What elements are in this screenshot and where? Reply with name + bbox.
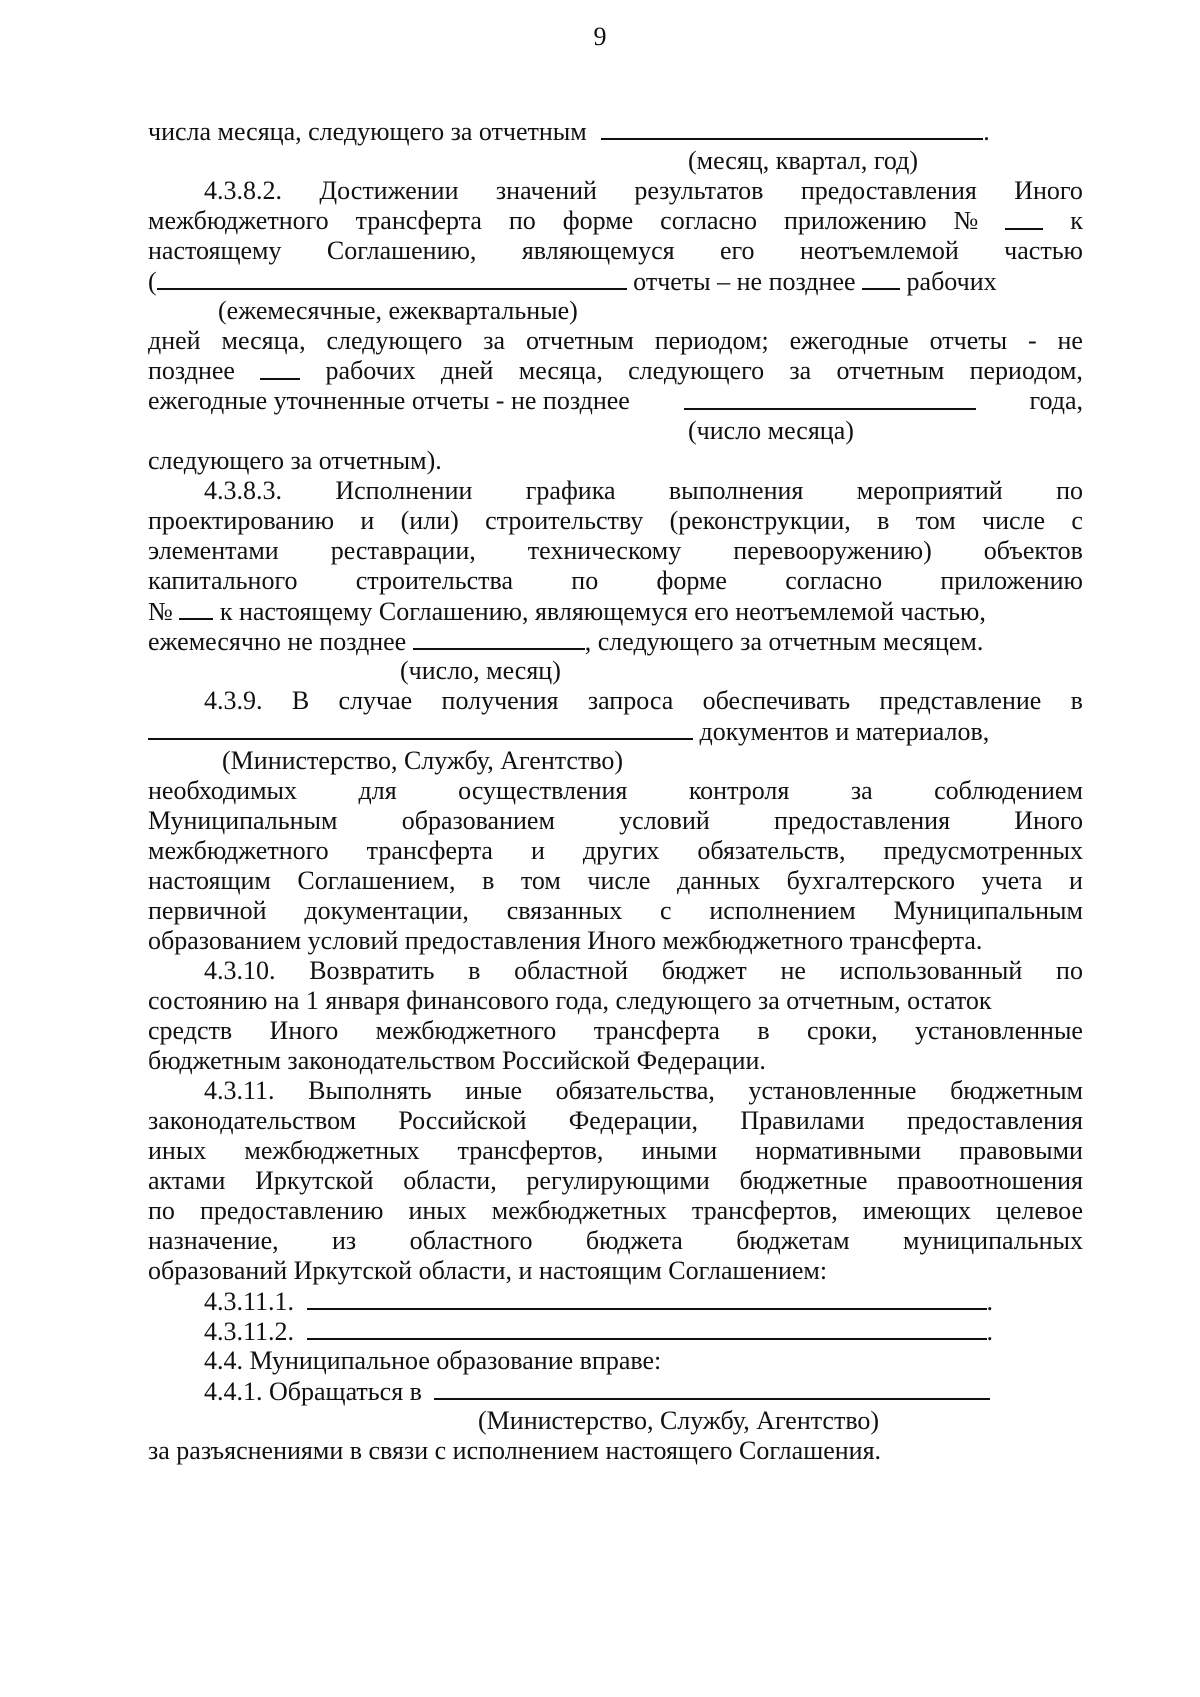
text-line: бюджетным законодательством Российской Федерации.: [148, 1046, 766, 1075]
word: мероприятий: [856, 476, 1003, 505]
word: (реконструкции,: [669, 506, 851, 535]
word: строительству: [485, 506, 644, 535]
word: периодом,: [969, 356, 1083, 385]
word: по: [508, 206, 536, 235]
word: Российской: [398, 1106, 527, 1135]
word: предоставления: [774, 806, 951, 835]
text-line: [148, 326, 1083, 356]
caption: (ежемесячные, ежеквартальные): [218, 296, 578, 325]
word: ежегодные: [789, 326, 909, 355]
caption: (число, месяц): [400, 656, 561, 685]
word: обязательств,: [697, 836, 846, 865]
word: графика: [525, 476, 616, 505]
word: №: [148, 597, 173, 626]
word: трансферта: [355, 206, 482, 235]
word: необходимых: [148, 776, 298, 805]
word: по: [148, 1196, 175, 1225]
word: средств: [148, 1016, 233, 1045]
word: В: [291, 686, 310, 715]
word: неотъемлемой: [799, 236, 959, 265]
word: Соглашением,: [297, 866, 456, 895]
word: строительства: [355, 566, 514, 595]
word: настоящим: [148, 866, 271, 895]
word: Иного: [1014, 176, 1083, 205]
word: Достижении: [319, 176, 459, 205]
word: предоставления: [906, 1106, 1083, 1135]
word: контроля: [688, 776, 790, 805]
word: областного: [409, 1226, 533, 1255]
text-line: [148, 836, 1083, 866]
word: области,: [403, 1166, 497, 1195]
word: за: [850, 776, 873, 805]
word: и: [530, 836, 545, 865]
word: и: [360, 506, 375, 535]
word: 4.3.9.: [204, 686, 263, 715]
word: объектов: [983, 536, 1083, 565]
word: ежегодные уточненные отчеты - не позднее: [148, 386, 630, 415]
word: частью: [1004, 236, 1083, 265]
word: представление: [879, 686, 1042, 715]
word: к настоящему Соглашению, являющемуся его неотъемлемой частью,: [219, 597, 986, 626]
word: (: [148, 267, 157, 296]
word: Возвратить: [309, 956, 435, 985]
word: бюджета: [585, 1226, 683, 1255]
word: учета: [981, 866, 1043, 895]
word: месяца,: [221, 326, 306, 355]
fill-blank: [1005, 206, 1043, 230]
word: в: [468, 956, 481, 985]
word: рабочих: [906, 267, 997, 296]
fill-blank: [434, 1376, 990, 1400]
word: .: [986, 1317, 994, 1346]
word: иными: [641, 1136, 718, 1165]
page-number: 9: [593, 22, 607, 51]
word: Муниципальным: [148, 806, 338, 835]
word: Выполнять: [308, 1076, 432, 1105]
word: за: [483, 326, 506, 355]
text-line: [148, 716, 1083, 747]
word: том: [520, 866, 561, 895]
word: значений: [495, 176, 597, 205]
text-line: [148, 776, 1083, 806]
word: межбюджетных: [244, 1136, 420, 1165]
text-line: [148, 896, 1083, 926]
text-line: [204, 686, 1083, 716]
fill-blank: [307, 1316, 987, 1340]
word: межбюджетных: [491, 1196, 667, 1225]
text-line: [148, 1136, 1083, 1166]
word: по: [1056, 476, 1083, 505]
word: том: [915, 506, 956, 535]
text-line: [148, 566, 1083, 596]
word: бюджетным: [950, 1076, 1083, 1105]
word: случае: [338, 686, 413, 715]
word: документации,: [304, 896, 469, 925]
fill-blank: [260, 356, 300, 380]
word: приложению: [783, 206, 927, 235]
word: в: [877, 506, 890, 535]
word: (или): [400, 506, 459, 535]
text-line: [148, 1016, 1083, 1046]
word: нормативными: [755, 1136, 922, 1165]
word: числе: [587, 866, 651, 895]
text-line: [148, 356, 1083, 386]
word: года,: [1029, 386, 1083, 415]
word: исполнением: [709, 896, 856, 925]
word: с: [660, 896, 672, 925]
word: Соглашению,: [326, 236, 477, 265]
text-line: [148, 1166, 1083, 1196]
word: к: [1070, 206, 1083, 235]
word: отчетным: [836, 356, 945, 385]
text-line: [148, 386, 1083, 416]
word: дней: [148, 326, 201, 355]
text-line: [204, 1076, 1083, 1106]
word: предоставлению: [199, 1196, 384, 1225]
word: Исполнении: [335, 476, 473, 505]
word: отчеты: [929, 326, 1008, 355]
word: результатов: [634, 176, 764, 205]
word: бюджетные: [739, 1166, 868, 1195]
word: приложению: [940, 566, 1083, 595]
word: по: [571, 566, 599, 595]
text-line: [204, 1316, 1083, 1347]
word: образованием: [401, 806, 555, 835]
word: получения: [441, 686, 559, 715]
text: .: [983, 117, 990, 146]
word: отчеты – не позднее: [633, 267, 856, 296]
text-line: 4.4. Муниципальное образование вправе:: [204, 1346, 662, 1375]
word: иных: [408, 1196, 467, 1225]
word: 4.3.11.: [204, 1076, 275, 1105]
word: обязательства,: [555, 1076, 715, 1105]
fill-blank: [157, 266, 627, 290]
word: его: [720, 236, 755, 265]
word: первичной: [148, 896, 267, 925]
text-line: [204, 476, 1083, 506]
word: Иного: [1014, 806, 1083, 835]
word: иные: [465, 1076, 523, 1105]
word: месяца,: [518, 356, 603, 385]
fill-blank: [148, 716, 693, 740]
text-line: [204, 1376, 1083, 1407]
word: предоставления: [800, 176, 977, 205]
word: техническому: [527, 536, 682, 565]
text-line: [148, 806, 1083, 836]
text-line: [204, 956, 1083, 986]
word: Иного: [269, 1016, 339, 1045]
word: .: [986, 1287, 994, 1316]
word: трансферта: [593, 1016, 720, 1045]
word: и: [1069, 866, 1083, 895]
text-line: [148, 206, 1083, 236]
text-line: [148, 536, 1083, 566]
text-line: [148, 236, 1083, 266]
fill-blank: [684, 386, 976, 410]
word: капитального: [148, 566, 298, 595]
word: 4.3.11.2.: [204, 1317, 295, 1346]
word: установленные: [748, 1076, 917, 1105]
text-line: [148, 116, 1083, 147]
word: форме: [656, 566, 727, 595]
word: законодательством: [148, 1106, 357, 1135]
text-line: следующего за отчетным).: [148, 446, 442, 475]
word: назначение,: [148, 1226, 279, 1255]
word: условий: [619, 806, 710, 835]
word: элементами: [148, 536, 279, 565]
word: муниципальных: [902, 1226, 1083, 1255]
text-line: [148, 626, 1083, 657]
caption: (Министерство, Службу, Агентство): [478, 1406, 880, 1435]
word: межбюджетного: [148, 836, 329, 865]
word: числе: [982, 506, 1046, 535]
word: бюджет: [661, 956, 747, 985]
text-line: [148, 1196, 1083, 1226]
word: областной: [514, 956, 628, 985]
word: -: [1027, 326, 1037, 355]
text-line: образований Иркутской области, и настоящим Соглашением:: [148, 1256, 828, 1285]
word: трансферта: [366, 836, 493, 865]
word: реставрации,: [330, 536, 476, 565]
text-line: [148, 1106, 1083, 1136]
text-line: [148, 866, 1083, 896]
word: межбюджетного: [148, 206, 329, 235]
caption: (число месяца): [688, 416, 854, 445]
word: в: [482, 866, 495, 895]
word: за: [789, 356, 812, 385]
word: не: [1057, 326, 1083, 355]
fill-blank: [179, 596, 213, 620]
word: бухгалтерского: [786, 866, 956, 895]
word: использованный: [839, 956, 1023, 985]
word: выполнения: [668, 476, 804, 505]
word: с: [1071, 506, 1083, 535]
word: №: [953, 206, 979, 235]
word: актами: [148, 1166, 226, 1195]
text-line: состоянию на 1 января финансового года, следующего за отчетным, остаток: [148, 986, 992, 1015]
text-line: [148, 1226, 1083, 1256]
word: других: [582, 836, 660, 865]
word: Иркутской: [255, 1166, 374, 1195]
word: по: [1056, 956, 1083, 985]
word: периодом;: [654, 326, 769, 355]
word: в: [757, 1016, 770, 1045]
word: являющемуся: [521, 236, 675, 265]
word: следующего: [326, 326, 463, 355]
text: числа месяца, следующего за отчетным: [148, 117, 587, 146]
word: обеспечивать: [702, 686, 851, 715]
fill-blank: [413, 626, 585, 650]
text-line: за разъяснениями в связи с исполнением настоящего Соглашения.: [148, 1436, 882, 1465]
text-line: [204, 176, 1083, 206]
text-line: [148, 266, 1083, 297]
word: трансфертов,: [457, 1136, 604, 1165]
word: Муниципальным: [893, 896, 1083, 925]
word: рабочих: [325, 356, 416, 385]
word: 4.4.1. Обращаться в: [204, 1377, 422, 1406]
word: в: [1070, 686, 1083, 715]
word: настоящему: [148, 236, 282, 265]
word: 4.3.8.3.: [204, 476, 282, 505]
word: позднее: [148, 356, 235, 385]
word: следующего: [628, 356, 765, 385]
text-line: [204, 1286, 1083, 1317]
word: данных: [677, 866, 761, 895]
word: не: [780, 956, 806, 985]
caption: (Министерство, Службу, Агентство): [222, 746, 624, 775]
text-line: [148, 596, 1083, 627]
text-line: образованием условий предоставления Иного межбюджетного трансферта.: [148, 926, 983, 955]
word: документов и материалов,: [699, 717, 990, 746]
word: из: [332, 1226, 357, 1255]
word: имеющих: [862, 1196, 972, 1225]
word: 4.3.11.1.: [204, 1287, 295, 1316]
word: , следующего за отчетным месяцем.: [584, 627, 984, 656]
word: целевое: [996, 1196, 1083, 1225]
fill-blank: [862, 266, 900, 290]
word: форме: [562, 206, 634, 235]
word: Федерации,: [568, 1106, 699, 1135]
word: сроки,: [807, 1016, 878, 1045]
word: трансфертов,: [691, 1196, 838, 1225]
word: дней: [440, 356, 494, 385]
word: 4.3.10.: [204, 956, 276, 985]
fill-blank: [307, 1286, 987, 1310]
word: Правилами: [740, 1106, 865, 1135]
word: регулирующими: [526, 1166, 710, 1195]
caption: (месяц, квартал, год): [688, 146, 919, 175]
word: правоотношения: [897, 1166, 1083, 1195]
word: согласно: [785, 566, 883, 595]
word: связанных: [506, 896, 623, 925]
word: проектированию: [148, 506, 335, 535]
word: иных: [148, 1136, 207, 1165]
fill-blank: [601, 116, 983, 140]
word: для: [358, 776, 397, 805]
word: предусмотренных: [883, 836, 1083, 865]
text-line: [148, 506, 1083, 536]
word: бюджетам: [736, 1226, 850, 1255]
word: правовыми: [959, 1136, 1083, 1165]
word: 4.3.8.2.: [204, 176, 282, 205]
word: отчетным: [525, 326, 634, 355]
word: осуществления: [458, 776, 628, 805]
word: установленные: [915, 1016, 1083, 1045]
word: запроса: [587, 686, 674, 715]
word: перевооружению): [733, 536, 932, 565]
word: согласно: [660, 206, 758, 235]
word: соблюдением: [934, 776, 1083, 805]
word: межбюджетного: [375, 1016, 557, 1045]
word: ежемесячно не позднее: [148, 627, 407, 656]
